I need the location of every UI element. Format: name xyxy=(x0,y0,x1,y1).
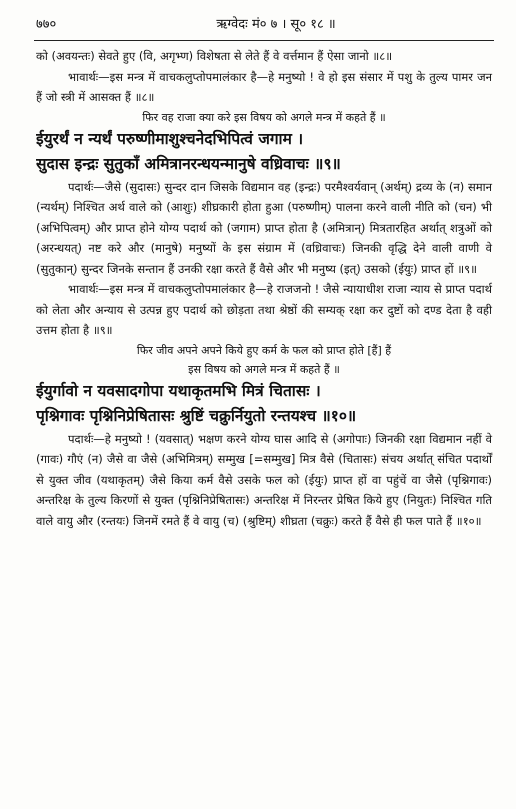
page-body xyxy=(36,46,492,531)
padartha-10: पदार्थः—हे मनुष्यो ! (यवसात्) भक्षण करने योग्य घास आदि से (अगोपाः) जिनकी रक्षा विद्यमान नहीं वे (गावः) गौएं (न) जैसे वा जैसे (अभिमित्रम्) सम्मुख [=सम्मुख] मित्र वैसे (चितासः) संचय अर्थात् संचित पदार्थों से युक्त जीव (यथाकृतम्) जैसे किया कर्म वैसे उसके फल को (ईयुः) प्राप्त हों वा पहुंचें वा जैसे (पृश्निगावः) अन्तरिक्ष के तुल्य किरणों से युक्त (पृश्निनिप्रेषितासः) अन्तरिक्ष में निरन्तर प्रेषित किये हुए (नियुतः) निश्चित गति वाले वायु और (रन्तयः) जिनमें रमते हैं वे वायु (च) (श्रुष्टिम्) शीघ्रता (चक्रुः) करते हैं वैसे ही फल पाते हैं ॥१०॥ xyxy=(36,431,492,528)
intro-mantra-9: फिर वह राजा क्या करे इस विषय को अगले मन्त्र में कहते हैं ॥ xyxy=(142,110,386,124)
running-head: ऋग्वेदः मं० ७ । सू० १८ ॥ xyxy=(216,17,336,32)
intro-mantra-10-line-1: फिर जीव अपने अपने किये हुए कर्म के फल को प्राप्त होते [हैं] हैं xyxy=(136,343,392,357)
mantra-9-line-2: सुदास इन्द्रः सुतुकाँ अमित्रानरन्धयन्मानुषे वध्रिवाचः ॥९॥ xyxy=(36,154,341,173)
page-number: ७७० xyxy=(36,17,57,32)
mantra-10-line-1: ईयुर्गावो न यवसादगोपा यथाकृतमभि मित्रं चितासः । xyxy=(36,381,321,400)
page-header xyxy=(36,14,492,36)
intro-mantra-10-line-2: इस विषय को अगले मन्त्र में कहते हैं ॥ xyxy=(188,362,340,376)
paragraph-continuation: को (अवयन्तः) सेवते हुए (वि, अगृभ्ण) विशेषता से लेते हैं वे वर्त्तमान हैं ऐसा जानो ॥८॥ xyxy=(36,49,393,63)
padartha-9: पदार्थः—जैसे (सुदासः) सुन्दर दान जिसके विद्यमान वह (इन्द्रः) परमैश्वर्यवान् (अर्थम्) द्रव्य के (न) समान (न्यर्थम्) निश्चित अर्थ वाले को (आशुः) शीघ्रकारी होता हुआ (परुष्णीम्) पालना करने वाली नीति को (चन) भी (अभिपित्वम्) और प्राप्त होने योग्य पदार्थ को (जगाम) प्राप्त होता है (अमित्रान्) मित्रतारहित अर्थात् शत्रुओं को (अरन्धयत्) नष्ट करे और (मानुषे) मनुष्यों के इस संग्राम में (वध्रिवाचः) जिनकी वृद्धि देने वाली वाणी वे (सुतुकान्) सुन्दर जिनके सन्तान हैं उनकी रक्षा करते हैं वैसे और भी मनुष्य (इत्) उसको (ईयुः) प्राप्त हों ॥९॥ xyxy=(36,179,492,276)
header-rule xyxy=(34,40,494,41)
mantra-10-line-2: पृश्निगावः पृश्निनिप्रेषितासः श्रुष्टिं चक्रुर्नियुतो रन्तयश्च ॥१०॥ xyxy=(36,406,357,425)
bhavartha-9: भावार्थः—इस मन्त्र में वाचकलुप्तोपमालंकार है—हे राजजनो ! जैसे न्यायाधीश राजा न्याय से प्राप्त पदार्थ को लेता और अन्याय से उत्पन्न हुए पदार्थ को छोड़ता तथा श्रेष्ठों की सम्यक् रक्षा कर दुष्टों को दण्ड देता है वही उत्तम होता है ॥९॥ xyxy=(36,282,492,337)
bhavartha-8: भावार्थः—इस मन्त्र में वाचकलुप्तोपमालंकार है—हे मनुष्यो ! वे हो इस संसार में पशु के तुल्य पामर जन हैं जो स्त्री में आसक्त हैं ॥८॥ xyxy=(36,69,492,104)
mantra-9-line-1: ईयुरर्थं न न्यर्थं परुष्णीमाशुश्चनेदभिपित्वं जगाम । xyxy=(36,129,304,148)
